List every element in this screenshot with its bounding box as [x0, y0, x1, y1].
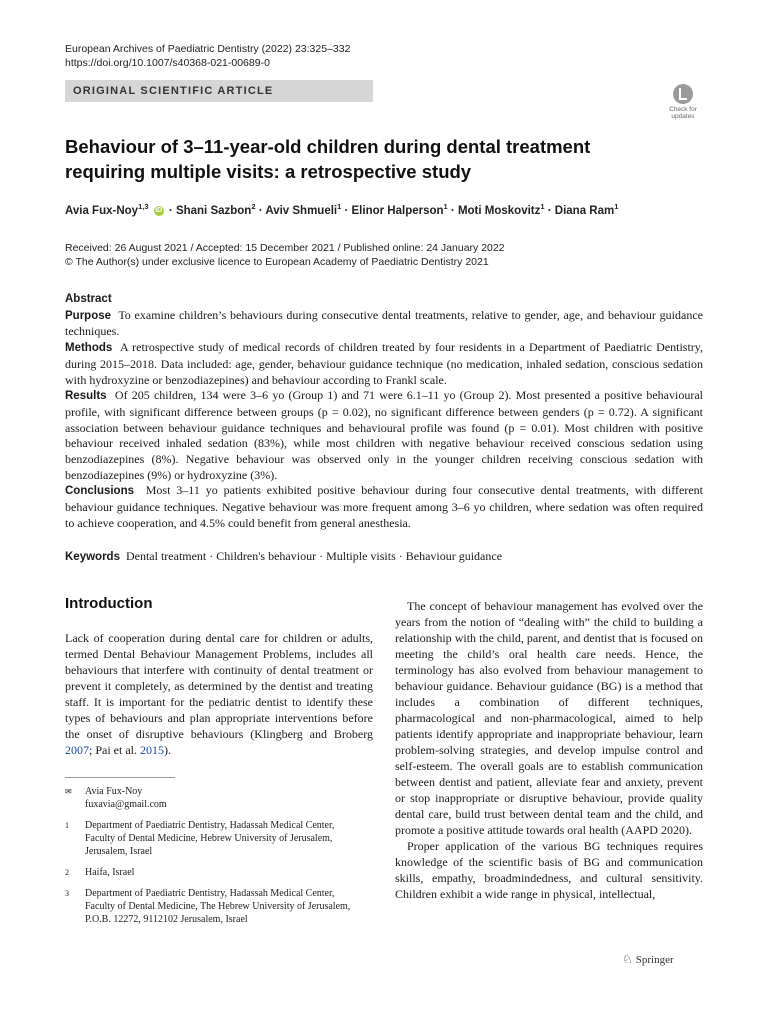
publisher-logo	[622, 952, 674, 967]
dates-line: Received: 26 August 2021 / Accepted: 15 December 2021 / Published online: 24 January 2022	[65, 242, 505, 254]
author[interactable]: Avia Fux-Noy$^{1,3}$	[65, 202, 149, 217]
doi-link[interactable]: https://doi.org/10.1007/s40368-021-00689-0	[65, 57, 270, 69]
orcid-icon[interactable]: iD	[155, 206, 163, 214]
left-column	[65, 630, 373, 758]
affiliation: 3 Department of Paediatric Dentistry, Hadassah Medical Center, Faculty of Dental Medicine, The Hebrew University of Jerusalem, P.O.B. 12272, 9112102 Jerusalem, Israel	[65, 888, 351, 925]
abstract-purpose: Purpose To examine children’s behaviours during consecutive dental treatments, relative to gender, age, and behaviour guidance techniques.	[65, 307, 703, 339]
footnotes	[65, 785, 365, 934]
abstract	[65, 291, 703, 532]
check-for-updates-button[interactable]: Check for updates	[664, 84, 702, 124]
article-title: Behaviour of 3–11-year-old children during dental treatment requiring multiple visits: a retrospective study	[65, 136, 591, 182]
check-for-updates-icon	[673, 84, 693, 104]
intro-paragraph: Lack of cooperation during dental care for children or adults, termed Dental Behaviour Management Problems, includes all behaviours that interfere with continuity of dental treatment or prevent it completely, as determined by the dentist and treating staff. It is important for the pediatric dentist to identify these types of behaviours and plan appropriate interventions before the onset of disruptive behaviours (Klingberg and Broberg 2007; Pai et al. 2015).	[65, 631, 373, 757]
introduction-heading: Introduction	[65, 595, 153, 612]
abstract-conclusions: Conclusions Most 3–11 yo patients exhibited positive behaviour during four consecutive dental treatments, with different behaviour guidance techniques. Negative behaviour was more frequent among 3–6 yo children, where sedation was often required to achieve cooperation, and 4.5% could benefit from general anesthesia.	[65, 483, 703, 530]
author[interactable]: Aviv Shmueli$^1$	[265, 202, 342, 217]
author-list: Avia Fux-Noy$^{1,3}$ iD · Shani Sazbon$^2$ · Aviv Shmueli$^1$ · Elinor Halperson$^1$ · Moti Moskovitz$^1$ · Diana Ram$^1$	[65, 202, 619, 217]
publisher-name: Springer	[635, 954, 674, 966]
abstract-heading: Abstract	[65, 293, 112, 305]
citation-link[interactable]: 2007	[65, 743, 89, 757]
keywords-text: Dental treatment · Children's behaviour · Multiple visits · Behaviour guidance	[125, 549, 503, 563]
author[interactable]: Moti Moskovitz$^1$	[457, 202, 545, 217]
abstract-methods: Methods A retrospective study of medical records of children treated by four residents in a Department of Paediatric Dentistry, during 2015–2018. Data included: age, gender, behaviour guidance technique (no medication, inhaled sedation, conscious sedation with hydroxyzine or benzodiazepines) and behaviour according to Frankl scale.	[65, 340, 704, 387]
author[interactable]: Elinor Halperson$^1$	[351, 202, 448, 217]
corresponding-author: ✉ Avia Fux-Noy fuxavia@gmail.com	[65, 785, 365, 811]
journal-citation	[65, 42, 350, 70]
affiliation: 1 Department of Paediatric Dentistry, Hadassah Medical Center, Faculty of Dental Medicine, Hebrew University of Jerusalem, Jerusalem, Israel	[65, 820, 335, 857]
publication-dates	[65, 241, 505, 269]
envelope-icon: ✉	[65, 787, 72, 796]
author[interactable]: Shani Sazbon$^2$	[175, 202, 256, 217]
abstract-results: Results Of 205 children, 134 were 3–6 yo (Group 1) and 71 were 6.1–11 yo (Group 2). Most presented a positive behavioural profile, with significant difference between groups (p = 0.02), no significant difference between genders (p = 0.72). A significant association between behaviour guidance techniques and behavioural profile was found (p = 0.01). Most children with positive behaviour received inhaled sedation (83%), while most children with negative behaviour received conscious sedation using benzodiazepines (8%). Negative behaviour was observed only in the younger children receiving conscious sedation with benzodiazepines (9%) or hydroxyzine (3%).	[65, 388, 704, 482]
journal-line: European Archives of Paediatric Dentistry (2022) 23:325–332	[65, 43, 351, 55]
article-type-banner	[65, 80, 373, 102]
keywords-label: Keywords	[65, 551, 120, 563]
citation-link[interactable]: 2015	[140, 743, 164, 757]
copyright-line: © The Author(s) under exclusive licence to European Academy of Paediatric Dentistry 2021	[65, 256, 489, 268]
author[interactable]: Diana Ram$^1$	[554, 202, 619, 217]
email-link[interactable]: fuxavia@gmail.com	[85, 799, 167, 810]
springer-horse-icon: ♘	[622, 952, 633, 966]
intro-paragraph: Proper application of the various BG techniques requires knowledge of the scientific basis of BG and communication skills, empathy, broadmindedness, and cultural sensitivity. Children exhibit a wide range in physical, intellectual,	[395, 839, 703, 901]
affiliation: 2 Haifa, Israel	[65, 867, 135, 878]
footnote-divider	[65, 777, 175, 778]
keywords	[65, 549, 705, 564]
right-column	[395, 598, 703, 902]
intro-paragraph: The concept of behaviour management has evolved over the years from the notion of “dealing with” the child to building a relationship with the child, parent, and dentist that is focused on meeting the child’s oral health care needs. Hence, the terminology has also evolved from behaviour management to behaviour guidance. Behaviour guidance (BG) is a method that includes a combination of different techniques, pharmacological and non-pharmacological, aimed to help patients identify appropriate and inappropriate behaviour, learn problem-solving strategies, and develop impulse control and self-esteem. The overall goals are to establish communication between dentist and patient, alleviate fear and anxiety, prevent or stop inappropriate or disruptive behaviour, provide quality dental care, build trust between dental team and the child, and promote a positive attitude towards oral health (AAPD 2020).	[395, 599, 703, 837]
article-type-label: ORIGINAL SCIENTIFIC ARTICLE	[73, 85, 274, 97]
